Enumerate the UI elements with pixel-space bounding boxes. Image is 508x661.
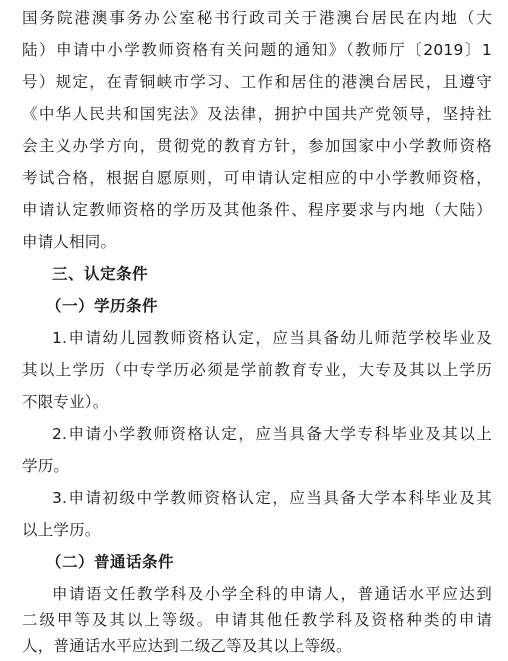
education-item2-line-1: 2.申请小学教师资格认定，应当具备大学专科毕业及其以上	[52, 425, 492, 443]
intro-line-1: 国务院港澳事务办公室秘书行政司关于港澳台居民在内地（大	[22, 9, 492, 27]
mandarin-line-1: 申请语文任教学科及小学全科的申请人，普通话水平应达到	[52, 585, 492, 603]
education-item1-line-2: 其以上学历（中专学历必须是学前教育专业，大专及其以上学历	[22, 361, 492, 379]
intro-line-6: 考试合格，根据自愿原则，可申请认定相应的中小学教师资格，	[22, 169, 492, 187]
education-item3-line-1: 3.申请初级中学教师资格认定，应当具备大学本科毕业及其	[52, 489, 492, 507]
mandarin-heading: （二）普通话条件	[46, 553, 175, 571]
education-item3-line-2: 以上学历。	[22, 521, 101, 539]
intro-line-4: 《中华人民共和国宪法》及法律，拥护中国共产党领导，坚持社	[22, 105, 492, 123]
mandarin-line-3: 人，普通话水平应达到二级乙等及其以上等级。	[22, 637, 352, 655]
intro-line-5: 会主义办学方向，贯彻党的教育方针，参加国家中小学教师资格	[22, 137, 492, 155]
intro-line-8: 申请人相同。	[22, 233, 117, 251]
education-heading: （一）学历条件	[46, 297, 159, 315]
education-item1-line-3: 不限专业）。	[22, 393, 109, 411]
intro-line-7: 申请认定教师资格的学历及其他条件、程序要求与内地（大陆）	[22, 201, 492, 219]
education-item2-line-2: 学历。	[22, 457, 70, 475]
education-item1-line-1: 1.申请幼儿园教师资格认定，应当具备幼儿师范学校毕业及	[52, 329, 492, 347]
mandarin-line-2: 二级甲等及其以上等级。申请其他任教学科及资格种类的申请	[22, 611, 492, 629]
intro-line-2: 陆）申请中小学教师资格有关问题的通知》（教师厅〔2019〕1	[22, 41, 492, 59]
intro-line-3: 号）规定，在青铜峡市学习、工作和居住的港澳台居民，且遵守	[22, 73, 492, 91]
section-heading: 三、认定条件	[52, 265, 149, 283]
